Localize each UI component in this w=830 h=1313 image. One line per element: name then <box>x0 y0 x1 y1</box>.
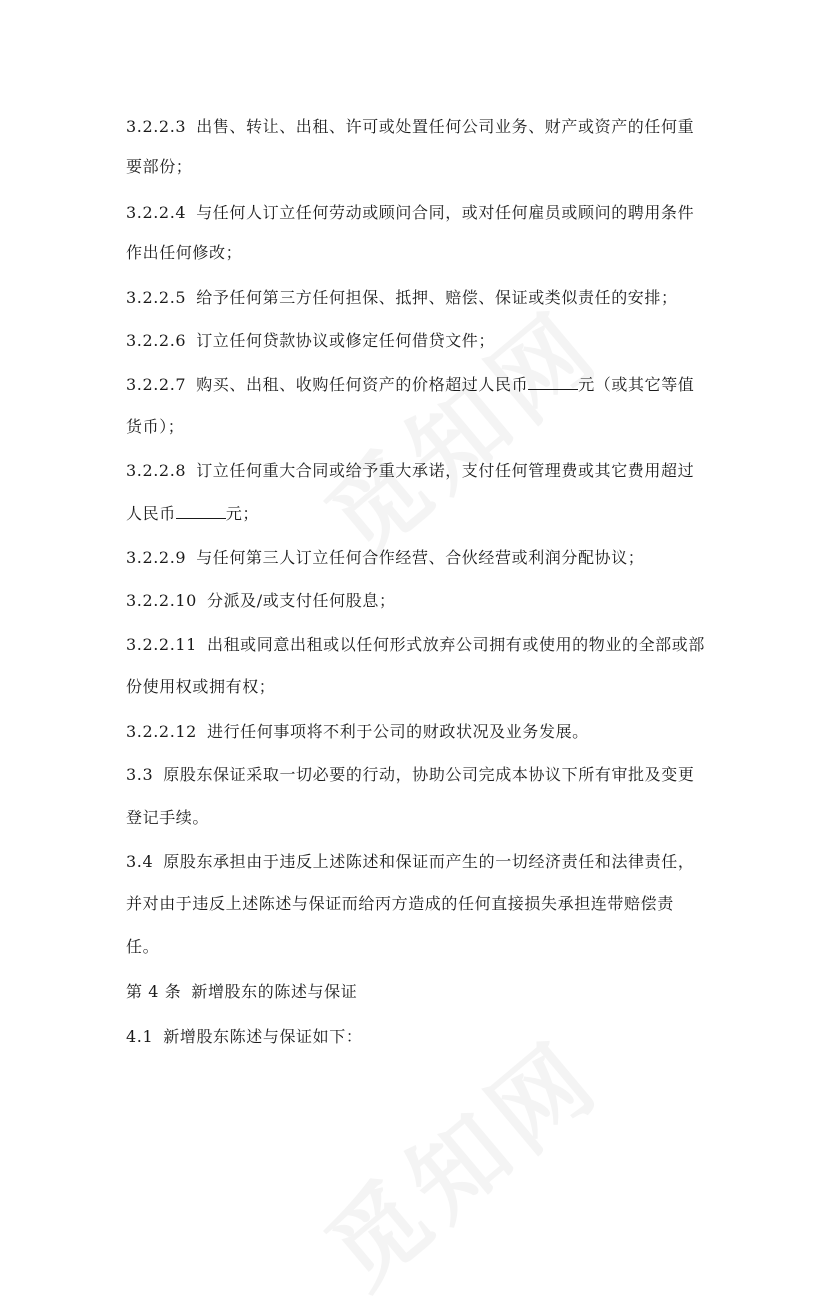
clause-3-2-2-10 <box>126 591 396 611</box>
clause-text: 货币）； <box>126 417 185 436</box>
clause-text: 并对由于违反上述陈述与保证而给丙方造成的任何直接损失承担连带赔偿责 <box>126 894 674 913</box>
article-4-heading <box>126 982 357 1002</box>
clause-3-2-2-3 <box>126 117 694 137</box>
clause-text: 人民币 <box>126 504 176 523</box>
clause-text: 作出任何修改； <box>126 243 243 262</box>
clause-text: 订立任何重大合同或给予重大承诺，支付任何管理费或其它费用超过 <box>196 461 695 480</box>
clause-3-2-2-11 <box>126 635 705 655</box>
clause-3-2-2-8 <box>126 461 694 481</box>
clause-continuation <box>126 677 275 697</box>
clause-text: 订立任何贷款协议或修定任何借贷文件； <box>196 331 495 350</box>
clause-3-2-2-12 <box>126 722 589 742</box>
clause-3-2-2-6 <box>126 331 495 351</box>
clause-text: 原股东保证采取一切必要的行动，协助公司完成本协议下所有审批及变更 <box>163 765 695 784</box>
clause-number: 3.2.2.9 <box>126 548 187 567</box>
article-title: 新增股东的陈述与保证 <box>191 982 358 1001</box>
clause-text: 原股东承担由于违反上述陈述和保证而产生的一切经济责任和法律责任， <box>163 852 695 871</box>
clause-number: 3.2.2.12 <box>126 722 197 741</box>
clause-text: 与任何第三人订立任何合作经营、合伙经营或利润分配协议； <box>196 548 645 567</box>
article-number: 第 4 条 <box>126 982 182 1001</box>
clause-continuation <box>126 417 184 437</box>
clause-number: 3.3 <box>126 765 154 784</box>
clause-number: 4.1 <box>126 1027 154 1046</box>
clause-text: 进行任何事项将不利于公司的财政状况及业务发展。 <box>206 722 589 741</box>
clause-number: 3.2.2.6 <box>126 331 187 350</box>
clause-number: 3.4 <box>126 852 154 871</box>
clause-number: 3.2.2.5 <box>126 288 187 307</box>
clause-text: 元（或其它等值 <box>578 375 695 394</box>
clause-text: 出租或同意出租或以任何形式放弃公司拥有或使用的物业的全部或部 <box>206 635 705 654</box>
clause-text: 新增股东陈述与保证如下： <box>163 1027 363 1046</box>
clause-number: 3.2.2.7 <box>126 375 187 394</box>
clause-text: 元； <box>225 504 260 523</box>
clause-continuation <box>126 937 159 957</box>
clause-3-2-2-5 <box>126 288 678 308</box>
clause-text: 出售、转让、出租、许可或处置任何公司业务、财产或资产的任何重 <box>196 117 695 136</box>
clause-continuation <box>126 894 674 914</box>
clause-number: 3.2.2.10 <box>126 591 197 610</box>
clause-continuation <box>126 243 242 263</box>
clause-number: 3.2.2.3 <box>126 117 187 136</box>
clause-text: 登记手续。 <box>126 808 210 827</box>
watermark <box>293 1004 625 1313</box>
clause-text: 与任何人订立任何劳动或顾问合同，或对任何雇员或顾问的聘用条件 <box>196 203 695 222</box>
clause-3-2-2-9 <box>126 548 644 568</box>
clause-continuation <box>126 504 259 524</box>
clause-continuation <box>126 157 192 177</box>
clause-text: 分派及/或支付任何股息； <box>206 591 396 610</box>
clause-3-3 <box>126 765 694 785</box>
clause-number: 3.2.2.8 <box>126 461 187 480</box>
watermark <box>293 274 625 583</box>
clause-text: 任。 <box>126 937 160 956</box>
clause-4-1 <box>126 1027 362 1047</box>
clause-continuation <box>126 808 209 828</box>
clause-3-2-2-4 <box>126 203 694 223</box>
clause-text: 购买、出租、收购任何资产的价格超过人民币 <box>196 375 529 394</box>
clause-3-2-2-7 <box>126 375 694 395</box>
clause-text: 要部份； <box>126 157 193 176</box>
clause-number: 3.2.2.4 <box>126 203 187 222</box>
amount-blank <box>176 504 226 519</box>
clause-number: 3.2.2.11 <box>126 635 197 654</box>
clause-text: 给予任何第三方任何担保、抵押、赔偿、保证或类似责任的安排； <box>196 288 678 307</box>
clause-3-4 <box>126 852 694 872</box>
amount-blank <box>528 375 578 390</box>
clause-text: 份使用权或拥有权； <box>126 677 276 696</box>
